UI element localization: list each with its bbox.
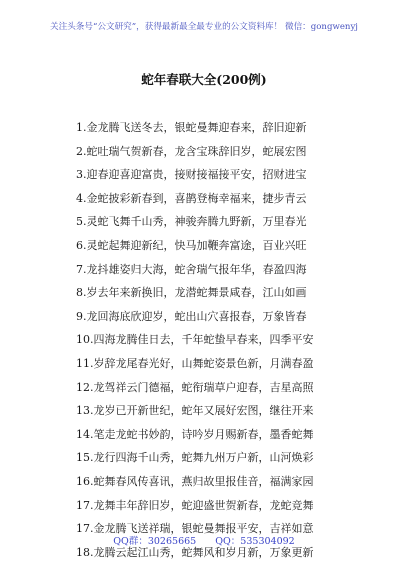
couplet-item: 12.龙驾祥云门德福，蛇衔瑞草户迎春，吉星高照 — [76, 380, 314, 394]
couplet-item: 17.金龙腾飞送祥瑞，银蛇曼舞报平安，吉祥如意 — [76, 522, 314, 536]
couplet-item: 17.龙舞丰年辞旧岁，蛇迎盛世贺新春，龙蛇竞舞 — [76, 498, 314, 512]
couplet-item: 10.四海龙腾佳日去，千年蛇蛰早春来，四季平安 — [76, 333, 314, 347]
couplet-item: 8.岁去年来新换旧，龙潜蛇舞景咸春，江山如画 — [76, 286, 307, 300]
couplet-list — [76, 116, 406, 564]
document-title: 蛇年春联大全(200例) — [141, 72, 267, 87]
couplet-item: 4.金蛇披彩新春到，喜鹊登梅幸福来，捷步青云 — [76, 191, 307, 205]
couplet-item: 2.蛇吐瑞气贺新春，龙含宝珠辞旧岁，蛇展宏图 — [76, 144, 307, 158]
couplet-item: 7.龙抖雄姿归大海，蛇舍瑞气报年华，春盈四海 — [76, 262, 307, 276]
qq-number-text: QQ：535304092 — [215, 536, 295, 547]
couplet-item: 13.龙岁已开新世纪，蛇年又展好宏图，继往开来 — [76, 404, 314, 418]
couplet-item: 15.龙行四海千山秀，蛇舞九州万户新，山河焕彩 — [76, 451, 314, 465]
couplet-item: 11.岁辞龙尾春光好，山舞蛇姿景色新，月满春盈 — [76, 356, 314, 370]
couplet-item: 9.龙回海底欣迎岁，蛇出山穴喜报春，万象皆春 — [76, 309, 307, 323]
couplet-item: 18.龙腾云起江山秀，蛇舞风和岁月新，万象更新 — [76, 545, 314, 559]
couplet-item: 3.迎春迎喜迎富贵，接财接福接平安，招财进宝 — [76, 168, 307, 182]
couplet-item: 6.灵蛇起舞迎新纪，快马加鞭奔富途，百业兴旺 — [76, 238, 307, 252]
couplet-item: 1.金龙腾飞送冬去，银蛇曼舞迎春来，辞旧迎新 — [76, 121, 307, 134]
qq-group-text: QQ群：30265665 — [113, 536, 197, 547]
couplet-item: 5.灵蛇飞舞千山秀，神骏奔腾九野新，万里春光 — [76, 215, 307, 229]
header-note: 关注头条号“公文研究”，获得最新最全最专业的公文资料库！ 微信：gongwenyj — [50, 22, 358, 32]
couplet-item: 14.笔走龙蛇书妙韵，诗吟岁月赐新春，墨香蛇舞 — [76, 427, 314, 441]
couplet-item: 16.蛇舞春风传喜讯，燕归故里报佳音，福满家园 — [76, 474, 314, 488]
footer-contacts — [0, 533, 408, 547]
